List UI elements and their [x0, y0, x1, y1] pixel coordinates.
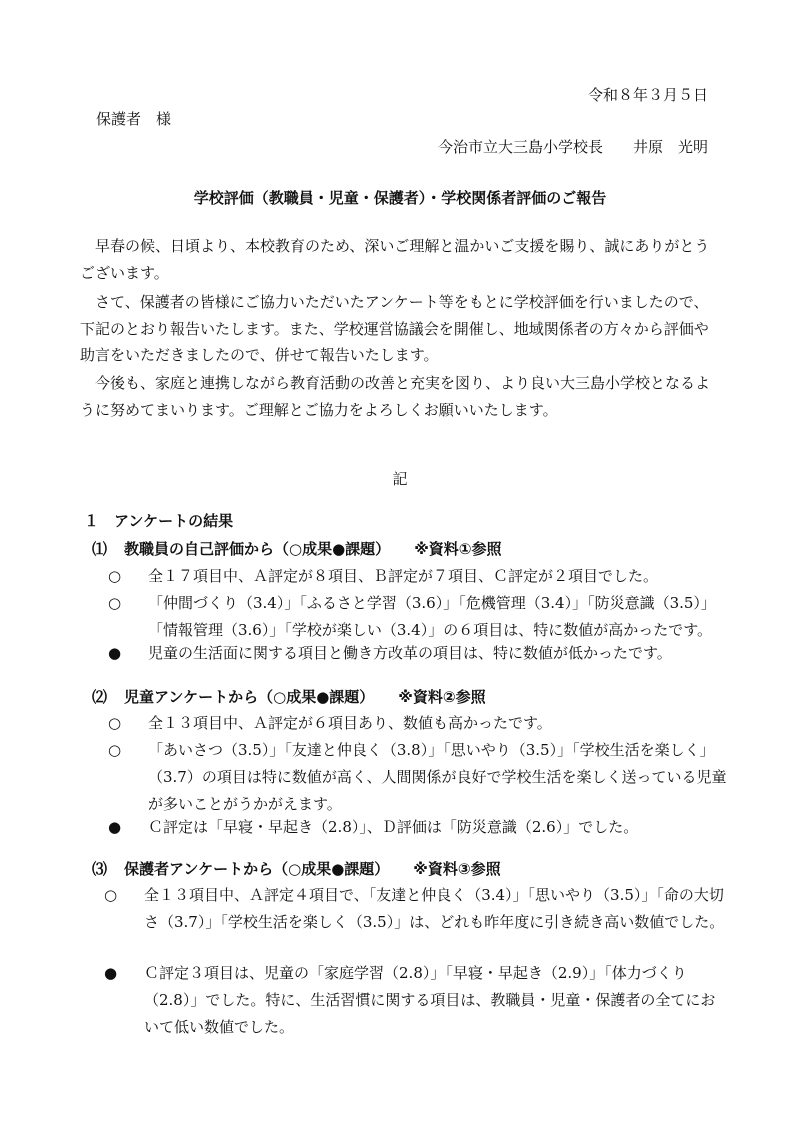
list-item-text: 全１７項目中、Ａ評定が８項目、Ｂ評定が７項目、Ｃ評定が２項目でした。 — [148, 567, 659, 585]
list-item-text: 「あいさつ（3.5）」「友達と仲良く（3.8）」「思いやり（3.5）」「学校生活を楽しく」（3.7）の項目は特に数値が高く、人間関係が良好で学校生活を楽しく送っている児童が多いことがうかがえます。 — [148, 741, 727, 813]
list-item — [104, 882, 726, 936]
intro-paragraph-3: 今後も、家庭と連携しながら教育活動の改善と充実を図り、より良い大三島小学校となるように努めてまいります。ご理解とご協力をよろしくお願いいたします。 — [80, 374, 711, 419]
list-item — [108, 737, 728, 818]
recipient: 保護者 様 — [96, 110, 172, 128]
subsection-reference: ※資料①参照 — [414, 540, 502, 558]
subsection-2-heading — [92, 686, 486, 707]
intro-paragraph-1: 早春の候、日頃より、本校教育のため、深いご理解と温かいご支援を賜り、誠にありがとうございます。 — [80, 237, 710, 282]
list-item — [108, 563, 728, 590]
document-date: 令和８年３月５日 — [587, 86, 708, 104]
subsection-number: ⑴ — [92, 540, 108, 558]
ki-marker: 記 — [392, 470, 408, 488]
subsection-title: 保護者アンケートから（○成果●課題） — [124, 860, 390, 878]
list-item-text: 「仲間づくり（3.4）」「ふるさと学習（3.6）」「危機管理（3.4）」「防災意識（3.5）」「情報管理（3.6）」「学校が楽しい（3.4）」の６項目は、特に数値が高かったです。 — [148, 594, 716, 639]
list-item — [108, 640, 728, 667]
section-1-heading: １ アンケートの結果 — [84, 512, 234, 530]
list-item-text: Ｃ評定は「早寝・早起き（2.8）」、Ｄ評価は「防災意識（2.6）」でした。 — [148, 818, 639, 836]
circle-marker-icon: ○ — [108, 567, 122, 585]
subsection-title: 教職員の自己評価から（○成果●課題） — [124, 540, 391, 558]
list-item — [108, 590, 728, 644]
circle-marker-icon: ○ — [108, 594, 122, 612]
intro-paragraph-2: さて、保護者の皆様にご協力いただいたアンケート等をもとに学校評価を行いましたので、下記のとおり報告いたします。また、学校運営協議会を開催し、地域関係者の方々から評価や助言をいただきましたので、併せて報告いたします。 — [80, 293, 709, 364]
subsection-title: 児童アンケートから（○成果●課題） — [124, 688, 375, 706]
circle-marker-icon: ○ — [104, 886, 118, 904]
list-item-text: 児童の生活面に関する項目と働き方改革の項目は、特に数値が低かったです。 — [148, 644, 672, 662]
bullet-marker-icon: ● — [108, 818, 122, 836]
list-item — [108, 710, 728, 737]
subsection-reference: ※資料③参照 — [413, 860, 501, 878]
sender: 今治市立大三島小学校長 井原 光明 — [437, 138, 708, 156]
subsection-number: ⑶ — [92, 860, 108, 878]
list-item — [108, 814, 728, 841]
bullet-marker-icon: ● — [108, 644, 122, 662]
list-item — [104, 960, 726, 1041]
document-title: 学校評価（教職員・児童・保護者）・学校関係者評価のご報告 — [193, 189, 607, 207]
subsection-number: ⑵ — [92, 688, 108, 706]
circle-marker-icon: ○ — [108, 714, 122, 732]
subsection-3-heading — [92, 858, 501, 879]
list-item-text: Ｃ評定３項目は、児童の「家庭学習（2.8）」「早寝・早起き（2.9）」「体力づくり（2.8）」でした。特に、生活習慣に関する項目は、教職員・児童・保護者の全てにおいて低い数値でした。 — [144, 964, 716, 1036]
subsection-1-heading — [92, 538, 501, 559]
circle-marker-icon: ○ — [108, 741, 122, 759]
bullet-marker-icon: ● — [104, 964, 118, 982]
subsection-reference: ※資料②参照 — [398, 688, 486, 706]
list-item-text: 全１３項目中、Ａ評定が６項目あり、数値も高かったです。 — [148, 714, 552, 732]
list-item-text: 全１３項目中、Ａ評定４項目で、「友達と仲良く（3.4）」「思いやり（3.5）」「命の大切さ（3.7）」「学校生活を楽しく（3.5）」は、どれも昨年度に引き続き高い数値でした。 — [144, 886, 725, 931]
